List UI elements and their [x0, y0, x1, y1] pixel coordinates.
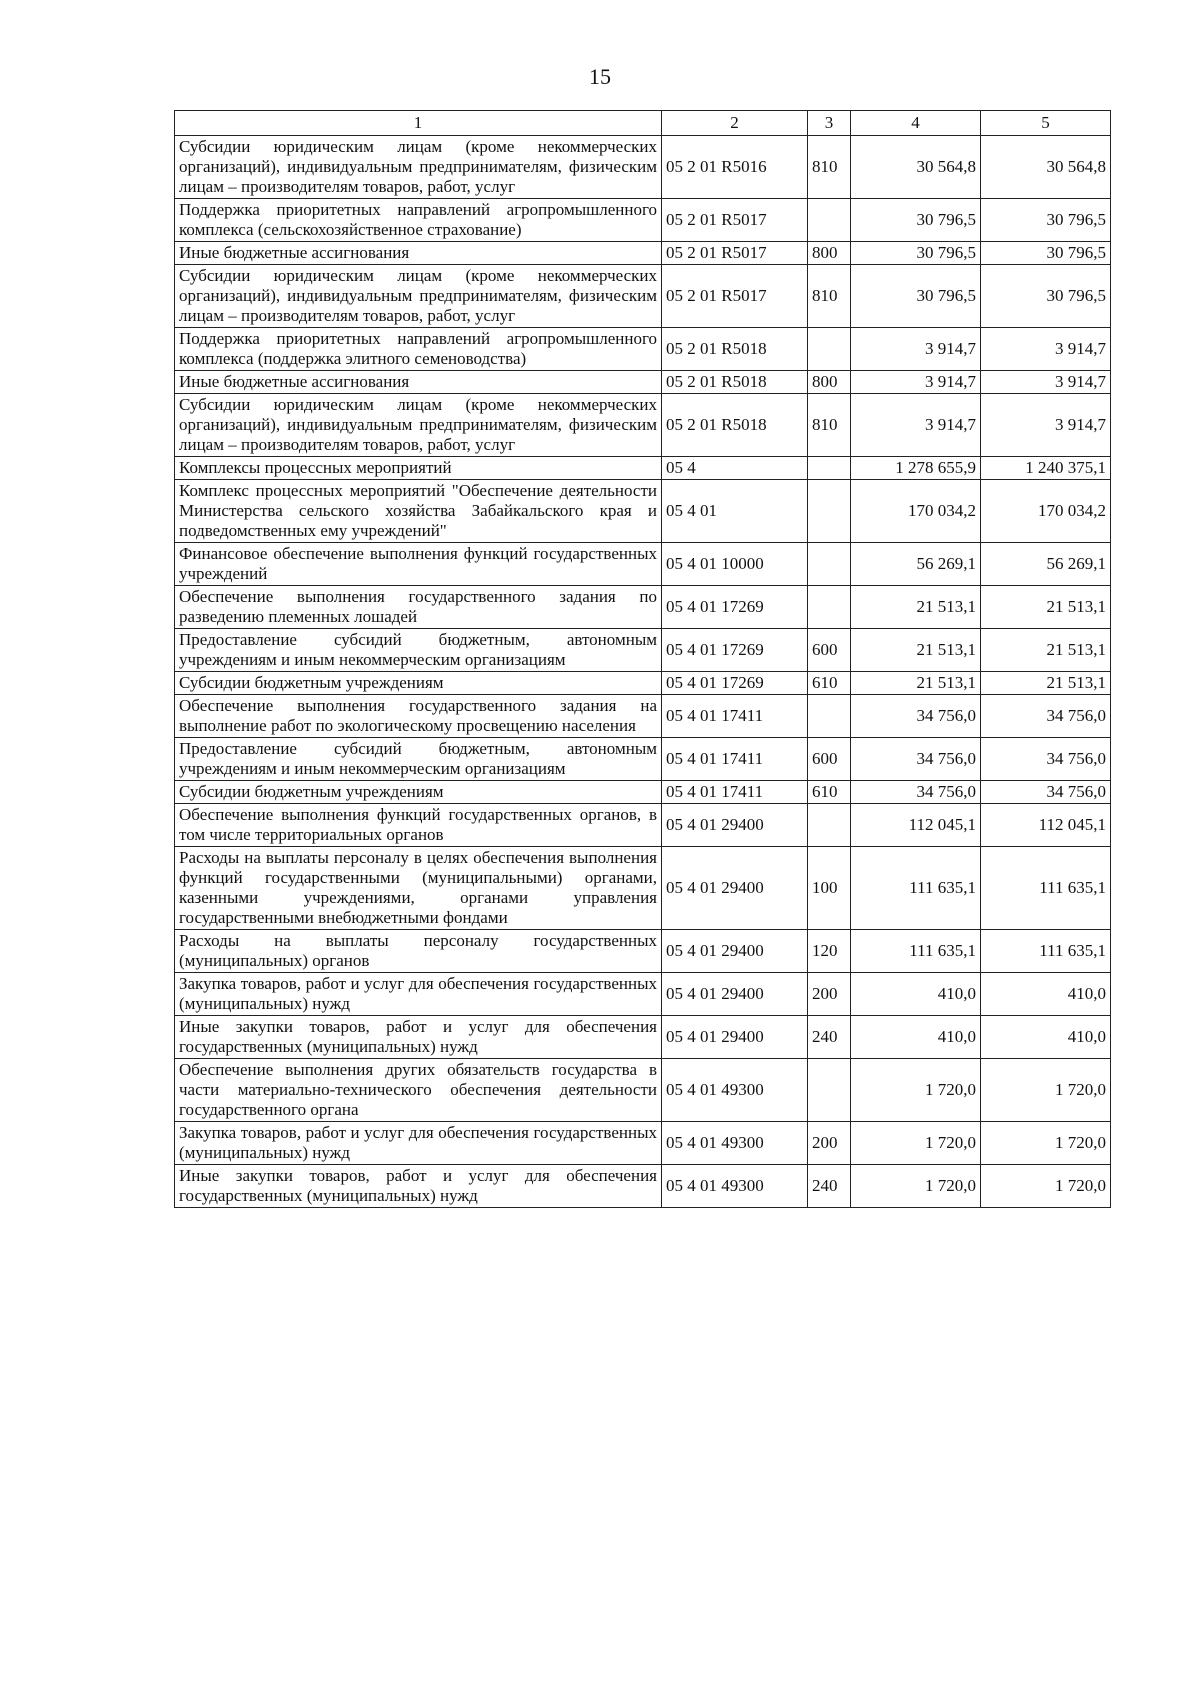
- cell-amount-year-1: 21 513,1: [851, 672, 981, 695]
- cell-amount-year-1: 1 278 655,9: [851, 457, 981, 480]
- cell-amount-year-1: 1 720,0: [851, 1059, 981, 1122]
- cell-name: Обеспечение выполнения государственного задания по разведению племенных лошадей: [175, 586, 662, 629]
- cell-expense-type: 100: [808, 847, 851, 930]
- cell-amount-year-1: 3 914,7: [851, 328, 981, 371]
- cell-code: 05 4 01 29400: [662, 804, 808, 847]
- table-row: [175, 629, 1111, 672]
- cell-name: Расходы на выплаты персоналу в целях обеспечения выполнения функций государственными (муниципальными) органами, казенными учреждениями, органами управления государственными внебюджетными фондами: [175, 847, 662, 930]
- cell-name: Субсидии юридическим лицам (кроме некоммерческих организаций), индивидуальным предпринимателям, физическим лицам – производителям товаров, работ, услуг: [175, 394, 662, 457]
- cell-expense-type: [808, 586, 851, 629]
- cell-expense-type: [808, 1059, 851, 1122]
- cell-name: Иные закупки товаров, работ и услуг для обеспечения государственных (муниципальных) нужд: [175, 1165, 662, 1208]
- table-row: [175, 1122, 1111, 1165]
- header-cell-expense-type: 3: [808, 111, 851, 136]
- cell-amount-year-1: 170 034,2: [851, 480, 981, 543]
- cell-expense-type: 800: [808, 371, 851, 394]
- cell-amount-year-2: 30 796,5: [981, 242, 1111, 265]
- cell-amount-year-2: 3 914,7: [981, 328, 1111, 371]
- cell-amount-year-1: 111 635,1: [851, 847, 981, 930]
- cell-name: Расходы на выплаты персоналу государственных (муниципальных) органов: [175, 930, 662, 973]
- cell-amount-year-2: 111 635,1: [981, 847, 1111, 930]
- table-row: [175, 265, 1111, 328]
- cell-name: Закупка товаров, работ и услуг для обеспечения государственных (муниципальных) нужд: [175, 1122, 662, 1165]
- cell-amount-year-1: 410,0: [851, 1016, 981, 1059]
- cell-name: Субсидии бюджетным учреждениям: [175, 781, 662, 804]
- table-row: [175, 586, 1111, 629]
- table-row: [175, 930, 1111, 973]
- cell-code: 05 4 01 29400: [662, 930, 808, 973]
- cell-amount-year-1: 410,0: [851, 973, 981, 1016]
- header-cell-code: 2: [662, 111, 808, 136]
- table-row: [175, 804, 1111, 847]
- cell-amount-year-2: 111 635,1: [981, 930, 1111, 973]
- table-row: [175, 781, 1111, 804]
- cell-name: Финансовое обеспечение выполнения функций государственных учреждений: [175, 543, 662, 586]
- cell-expense-type: 810: [808, 394, 851, 457]
- cell-amount-year-1: 34 756,0: [851, 738, 981, 781]
- page-number: 15: [589, 64, 611, 89]
- cell-code: 05 2 01 R5018: [662, 328, 808, 371]
- cell-name: Субсидии бюджетным учреждениям: [175, 672, 662, 695]
- cell-expense-type: [808, 328, 851, 371]
- cell-code: 05 2 01 R5018: [662, 371, 808, 394]
- cell-expense-type: 610: [808, 781, 851, 804]
- table-row: [175, 136, 1111, 199]
- cell-expense-type: [808, 695, 851, 738]
- cell-expense-type: 610: [808, 672, 851, 695]
- cell-expense-type: [808, 480, 851, 543]
- header-cell-year-2: 5: [981, 111, 1111, 136]
- cell-expense-type: 600: [808, 629, 851, 672]
- cell-code: 05 4 01: [662, 480, 808, 543]
- cell-code: 05 4 01 10000: [662, 543, 808, 586]
- cell-expense-type: 240: [808, 1016, 851, 1059]
- cell-amount-year-2: 1 720,0: [981, 1165, 1111, 1208]
- table-row: [175, 672, 1111, 695]
- cell-name: Иные закупки товаров, работ и услуг для обеспечения государственных (муниципальных) нужд: [175, 1016, 662, 1059]
- cell-amount-year-1: 30 796,5: [851, 265, 981, 328]
- table-row: [175, 328, 1111, 371]
- cell-expense-type: 200: [808, 973, 851, 1016]
- cell-code: 05 4 01 29400: [662, 1016, 808, 1059]
- table-row: [175, 242, 1111, 265]
- cell-amount-year-1: 21 513,1: [851, 586, 981, 629]
- cell-amount-year-2: 170 034,2: [981, 480, 1111, 543]
- cell-amount-year-2: 30 564,8: [981, 136, 1111, 199]
- cell-amount-year-2: 34 756,0: [981, 738, 1111, 781]
- table-row: [175, 1165, 1111, 1208]
- cell-code: 05 4 01 17269: [662, 672, 808, 695]
- cell-name: Поддержка приоритетных направлений агропромышленного комплекса (сельскохозяйственное страхование): [175, 199, 662, 242]
- cell-code: 05 4 01 49300: [662, 1059, 808, 1122]
- cell-amount-year-2: 112 045,1: [981, 804, 1111, 847]
- cell-name: Комплексы процессных мероприятий: [175, 457, 662, 480]
- cell-amount-year-2: 3 914,7: [981, 394, 1111, 457]
- cell-name: Субсидии юридическим лицам (кроме некоммерческих организаций), индивидуальным предпринимателям, физическим лицам – производителям товаров, работ, услуг: [175, 265, 662, 328]
- cell-expense-type: 240: [808, 1165, 851, 1208]
- cell-code: 05 4 01 17411: [662, 738, 808, 781]
- cell-amount-year-1: 21 513,1: [851, 629, 981, 672]
- cell-amount-year-2: 21 513,1: [981, 672, 1111, 695]
- cell-amount-year-2: 56 269,1: [981, 543, 1111, 586]
- cell-code: 05 2 01 R5017: [662, 265, 808, 328]
- cell-code: 05 4 01 29400: [662, 973, 808, 1016]
- cell-code: 05 4 01 17269: [662, 586, 808, 629]
- cell-expense-type: [808, 804, 851, 847]
- cell-code: 05 2 01 R5018: [662, 394, 808, 457]
- cell-amount-year-2: 34 756,0: [981, 781, 1111, 804]
- header-cell-year-1: 4: [851, 111, 981, 136]
- cell-amount-year-2: 1 720,0: [981, 1122, 1111, 1165]
- cell-expense-type: 200: [808, 1122, 851, 1165]
- cell-name: Субсидии юридическим лицам (кроме некоммерческих организаций), индивидуальным предпринимателям, физическим лицам – производителям товаров, работ, услуг: [175, 136, 662, 199]
- cell-amount-year-1: 3 914,7: [851, 371, 981, 394]
- cell-expense-type: [808, 199, 851, 242]
- table-row: [175, 973, 1111, 1016]
- cell-amount-year-1: 1 720,0: [851, 1122, 981, 1165]
- table-row: [175, 1059, 1111, 1122]
- cell-amount-year-2: 34 756,0: [981, 695, 1111, 738]
- header-cell-name: 1: [175, 111, 662, 136]
- cell-code: 05 4 01 49300: [662, 1165, 808, 1208]
- cell-amount-year-2: 30 796,5: [981, 265, 1111, 328]
- cell-expense-type: 600: [808, 738, 851, 781]
- cell-amount-year-1: 56 269,1: [851, 543, 981, 586]
- cell-name: Комплекс процессных мероприятий "Обеспечение деятельности Министерства сельского хозяйства Забайкальского края и подведомственных ему учреждений": [175, 480, 662, 543]
- cell-expense-type: [808, 543, 851, 586]
- table-row: [175, 695, 1111, 738]
- cell-name: Иные бюджетные ассигнования: [175, 242, 662, 265]
- cell-name: Обеспечение выполнения функций государственных органов, в том числе территориальных органов: [175, 804, 662, 847]
- cell-amount-year-1: 30 796,5: [851, 242, 981, 265]
- table-row: [175, 847, 1111, 930]
- cell-amount-year-1: 30 796,5: [851, 199, 981, 242]
- cell-name: Закупка товаров, работ и услуг для обеспечения государственных (муниципальных) нужд: [175, 973, 662, 1016]
- cell-amount-year-2: 21 513,1: [981, 629, 1111, 672]
- table-row: [175, 738, 1111, 781]
- cell-amount-year-2: 1 720,0: [981, 1059, 1111, 1122]
- cell-amount-year-2: 410,0: [981, 1016, 1111, 1059]
- cell-amount-year-1: 3 914,7: [851, 394, 981, 457]
- cell-code: 05 4 01 17411: [662, 781, 808, 804]
- cell-amount-year-1: 111 635,1: [851, 930, 981, 973]
- cell-amount-year-2: 410,0: [981, 973, 1111, 1016]
- cell-amount-year-1: 34 756,0: [851, 695, 981, 738]
- cell-amount-year-1: 112 045,1: [851, 804, 981, 847]
- cell-code: 05 4 01 17411: [662, 695, 808, 738]
- cell-name: Обеспечение выполнения других обязательств государства в части материально-технического обеспечения деятельности государственного органа: [175, 1059, 662, 1122]
- table-row: [175, 480, 1111, 543]
- cell-amount-year-2: 3 914,7: [981, 371, 1111, 394]
- cell-expense-type: [808, 457, 851, 480]
- cell-expense-type: 810: [808, 136, 851, 199]
- table-row: [175, 371, 1111, 394]
- cell-expense-type: 810: [808, 265, 851, 328]
- cell-amount-year-2: 21 513,1: [981, 586, 1111, 629]
- cell-amount-year-2: 30 796,5: [981, 199, 1111, 242]
- table-row: [175, 457, 1111, 480]
- table-row: [175, 1016, 1111, 1059]
- cell-name: Поддержка приоритетных направлений агропромышленного комплекса (поддержка элитного семеноводства): [175, 328, 662, 371]
- cell-amount-year-2: 1 240 375,1: [981, 457, 1111, 480]
- table-row: [175, 199, 1111, 242]
- cell-expense-type: 120: [808, 930, 851, 973]
- cell-code: 05 4 01 29400: [662, 847, 808, 930]
- cell-amount-year-1: 34 756,0: [851, 781, 981, 804]
- header-row: [175, 111, 1111, 136]
- cell-name: Обеспечение выполнения государственного задания на выполнение работ по экологическому просвещению населения: [175, 695, 662, 738]
- budget-table: [174, 110, 1111, 1208]
- cell-code: 05 2 01 R5017: [662, 199, 808, 242]
- cell-code: 05 2 01 R5017: [662, 242, 808, 265]
- cell-code: 05 2 01 R5016: [662, 136, 808, 199]
- cell-expense-type: 800: [808, 242, 851, 265]
- cell-name: Предоставление субсидий бюджетным, автономным учреждениям и иным некоммерческим организациям: [175, 738, 662, 781]
- cell-code: 05 4 01 49300: [662, 1122, 808, 1165]
- cell-name: Иные бюджетные ассигнования: [175, 371, 662, 394]
- cell-amount-year-1: 1 720,0: [851, 1165, 981, 1208]
- cell-name: Предоставление субсидий бюджетным, автономным учреждениям и иным некоммерческим организациям: [175, 629, 662, 672]
- cell-amount-year-1: 30 564,8: [851, 136, 981, 199]
- table-row: [175, 394, 1111, 457]
- cell-code: 05 4 01 17269: [662, 629, 808, 672]
- table-row: [175, 543, 1111, 586]
- cell-code: 05 4: [662, 457, 808, 480]
